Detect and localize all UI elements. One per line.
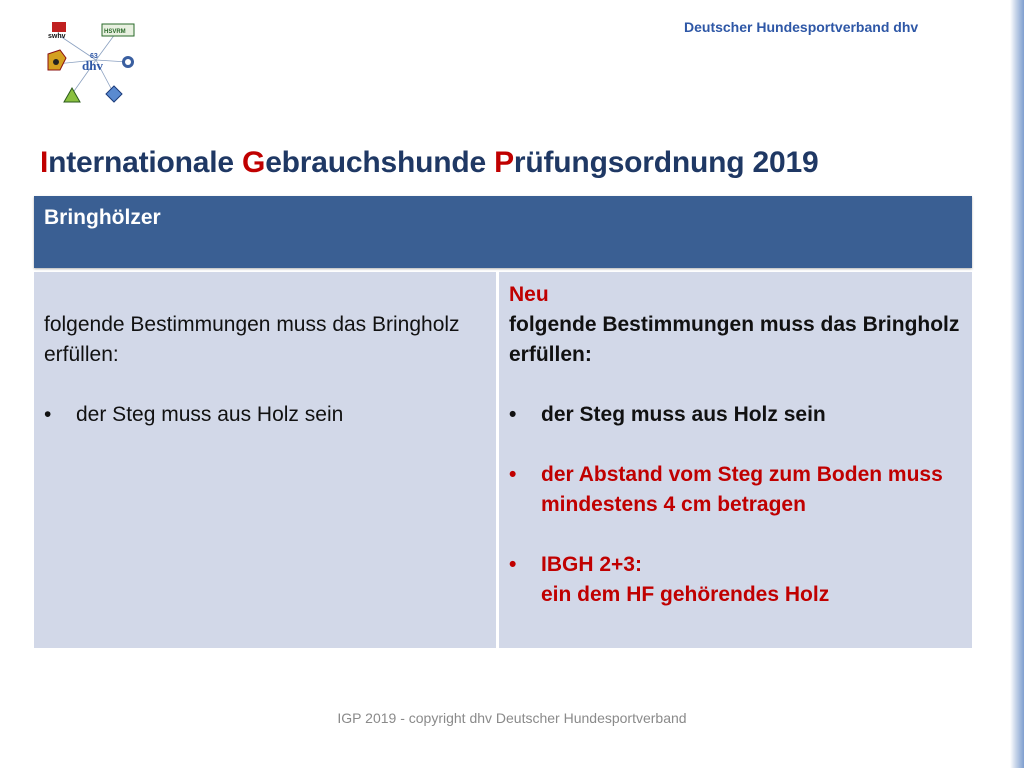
triangle-club-logo: [64, 88, 80, 102]
bullet-symbol: •: [509, 403, 517, 426]
table-header-title: Bringhölzer: [44, 206, 161, 229]
svg-text:HSVRM: HSVRM: [104, 29, 126, 35]
spacer: [509, 430, 972, 460]
title-initial-i: I: [40, 146, 49, 179]
new-rule-item-2: [509, 460, 972, 520]
dog-crest-logo: [48, 50, 66, 70]
org-name: Deutscher Hundesportverband dhv: [684, 19, 919, 35]
diamond-club-logo: [106, 86, 122, 102]
title-part-pruefungsordnung: rüfungsordnung 2019: [513, 146, 819, 179]
slide-edge-decoration: [1010, 0, 1024, 768]
bullet-symbol: •: [44, 403, 52, 426]
new-rule-text-3: ein dem HF gehörendes Holz: [541, 583, 830, 606]
bullet-symbol: •: [509, 553, 517, 576]
new-rule-text-2: der Abstand vom Steg zum Boden muss mindestens 4 cm betragen: [541, 463, 943, 516]
spacer: [509, 520, 972, 550]
footer-copyright: IGP 2019 - copyright dhv Deutscher Hundesportverband: [337, 710, 687, 726]
page-title: [40, 146, 818, 180]
spacer: [509, 370, 972, 400]
new-label: Neu: [509, 283, 549, 306]
table-header: [34, 196, 972, 268]
dhv-logo: [82, 53, 103, 73]
svg-text:63: 63: [90, 53, 98, 60]
svg-text:swhv: swhv: [48, 33, 66, 40]
new-rules-intro: folgende Bestimmungen muss das Bringholz erfüllen:: [509, 313, 960, 366]
old-rules-intro: folgende Bestimmungen muss das Bringholz erfüllen:: [44, 313, 460, 366]
title-initial-p: P: [494, 146, 514, 179]
new-rule-item-3: [509, 550, 972, 610]
round-club-logo: [122, 56, 134, 68]
new-rule-title-3: IBGH 2+3:: [541, 553, 642, 576]
title-part-gebrauchshunde: ebrauchshunde: [265, 146, 495, 179]
member-logos-cluster: [38, 18, 148, 110]
new-rule-text-1: der Steg muss aus Holz sein: [541, 403, 826, 426]
new-rule-item-1: [509, 400, 972, 430]
new-rules-cell: [499, 272, 972, 648]
spacer: [44, 370, 496, 400]
old-rules-cell: [34, 272, 496, 648]
swhv-logo: [48, 22, 66, 40]
bullet-symbol: •: [509, 463, 517, 486]
svg-text:dhv: dhv: [82, 58, 103, 73]
old-rule-item: [44, 400, 496, 430]
hsvrm-logo: [102, 24, 134, 36]
title-part-internationale: nternationale: [48, 146, 243, 179]
old-rule-text: der Steg muss aus Holz sein: [76, 403, 344, 426]
title-initial-g: G: [242, 146, 266, 179]
